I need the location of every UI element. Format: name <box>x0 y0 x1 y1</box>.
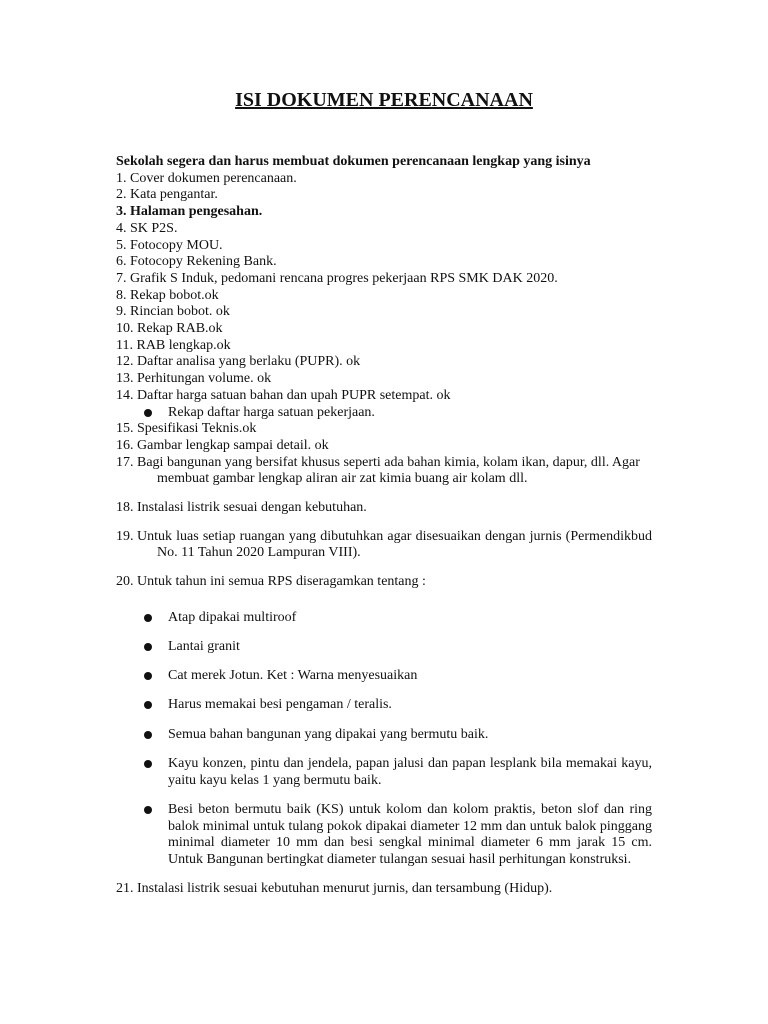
list-item: 3. Halaman pengesahan. <box>116 204 263 220</box>
list-item: 2. Kata pengantar. <box>116 187 218 203</box>
list-item: 14. Daftar harga satuan bahan dan upah PUPR setempat. ok <box>116 387 451 403</box>
list-item: 10. Rekap RAB.ok <box>116 321 223 337</box>
bullet-icon <box>140 697 168 714</box>
bullet-icon <box>140 727 168 744</box>
list-item: 8. Rekap bobot.ok <box>116 287 219 303</box>
list-item: 21. Instalasi listrik sesuai kebutuhan menurut jurnis, dan tersambung (Hidup). <box>116 881 553 897</box>
bullet-item: Besi beton bermutu baik (KS) untuk kolom dan kolom praktis, beton slof dan ring balok minimal untuk tulang pokok dipakai diameter 12 mm dan untuk balok pinggang minimal diameter 10 mm dan besi sengkal minimal diameter 6 mm jarak 15 cm. Untuk Bangunan bertingkat diameter tulangan sesuai hasil perhitungan konstruksi. <box>140 802 652 869</box>
bullet-icon <box>140 405 168 422</box>
bullet-icon <box>140 668 168 685</box>
bullet-icon <box>140 639 168 656</box>
list-item: 11. RAB lengkap.ok <box>116 337 231 353</box>
document-title: ISI DOKUMEN PERENCANAAN <box>235 89 533 111</box>
bullet-item: Lantai granit <box>140 639 652 656</box>
bullet-icon <box>140 756 168 773</box>
list-item: 13. Perhitungan volume. ok <box>116 371 272 387</box>
list-item: 18. Instalasi listrik sesuai dengan kebutuhan. <box>116 500 367 516</box>
bullet-item: Kayu konzen, pintu dan jendela, papan jalusi dan papan lesplank bila memakai kayu, yaitu kayu kelas 1 yang bermutu baik. <box>140 756 652 789</box>
bullet-item: Semua bahan bangunan yang dipakai yang bermutu baik. <box>140 727 652 744</box>
list-item: 4. SK P2S. <box>116 220 178 236</box>
list-item: 5. Fotocopy MOU. <box>116 237 223 253</box>
bullet-list <box>116 610 652 869</box>
list-item: 7. Grafik S Induk, pedomani rencana progres pekerjaan RPS SMK DAK 2020. <box>116 270 558 286</box>
bullet-item: Atap dipakai multiroof <box>140 610 652 627</box>
sub-list-item: Rekap daftar harga satuan pekerjaan. <box>140 405 652 422</box>
list-item: 17. Bagi bangunan yang bersifat khusus seperti ada bahan kimia, kolam ikan, dapur, dll. Agar membuat gambar lengkap aliran air zat kimia buang air kolam dll. <box>116 454 640 487</box>
list-item: 6. Fotocopy Rekening Bank. <box>116 254 277 270</box>
document-page <box>116 88 652 898</box>
list-item: 20. Untuk tahun ini semua RPS diseragamkan tentang : <box>116 574 426 590</box>
bullet-icon <box>140 802 168 819</box>
bullet-item: Cat merek Jotun. Ket : Warna menyesuaikan <box>140 668 652 685</box>
list-item: 12. Daftar analisa yang berlaku (PUPR). ok <box>116 354 361 370</box>
bullet-item: Harus memakai besi pengaman / teralis. <box>140 697 652 714</box>
bullet-icon <box>140 610 168 627</box>
list-item: 1. Cover dokumen perencanaan. <box>116 170 297 186</box>
list-item: 15. Spesifikasi Teknis.ok <box>116 421 257 437</box>
list-item: 9. Rincian bobot. ok <box>116 304 230 320</box>
list-item: 19. Untuk luas setiap ruangan yang dibutuhkan agar disesuaikan dengan jurnis (Permendikbud No. 11 Tahun 2020 Lampuran VIII). <box>116 528 652 561</box>
list-item: 16. Gambar lengkap sampai detail. ok <box>116 437 329 453</box>
intro-paragraph: Sekolah segera dan harus membuat dokumen perencanaan lengkap yang isinya <box>116 154 591 169</box>
